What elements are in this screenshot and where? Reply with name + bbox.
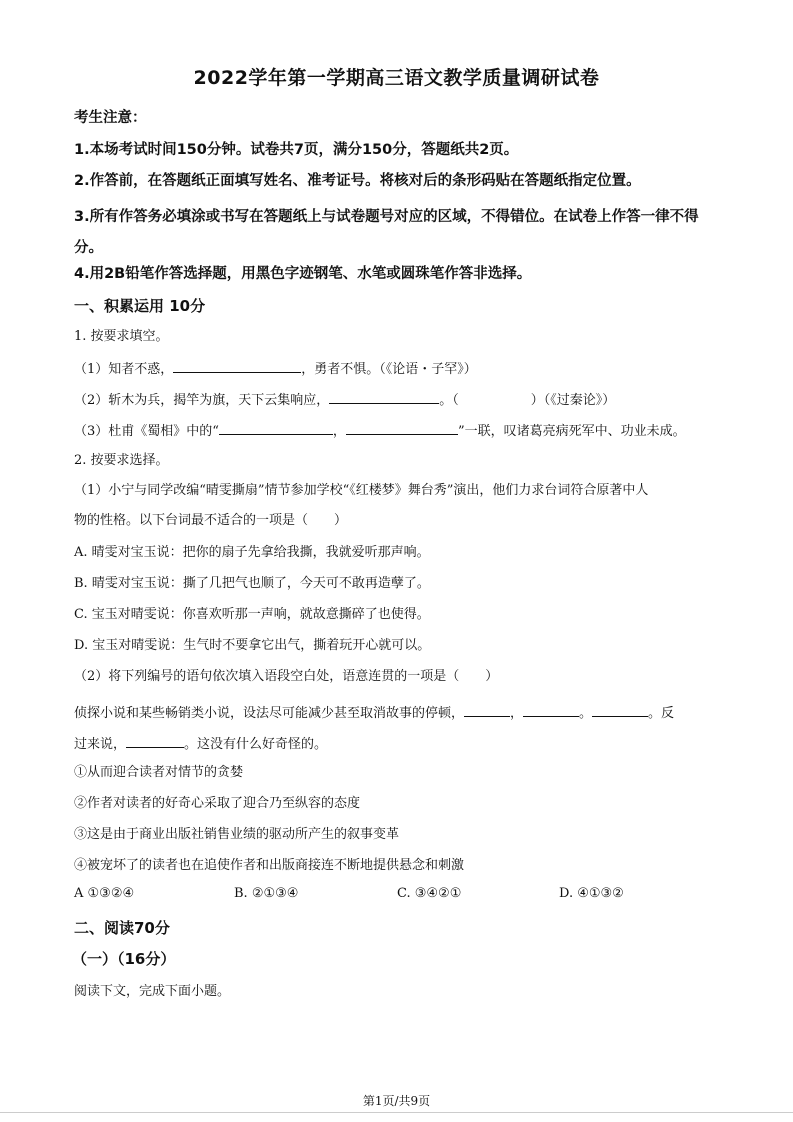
- notice-item-4: 4.用2B铅笔作答选择题，用黑色字迹钢笔、水笔或圆珠笔作答非选择。: [74, 266, 532, 282]
- q1-item-1-text-a: （1）知者不惑，: [74, 362, 174, 377]
- q2-stem: 2. 按要求选择。: [74, 453, 169, 468]
- answer-blank[interactable]: [346, 420, 458, 435]
- q1-item-2: [74, 389, 724, 410]
- answer-blank[interactable]: [219, 420, 333, 435]
- section-1-heading: 一、积累运用 10分: [74, 297, 206, 315]
- answer-option-b: B. ②①③④: [234, 886, 299, 901]
- passage-text-f: 。这没有什么好奇怪的。: [184, 737, 328, 752]
- q1-item-3-text-c: ”一联，叹诸葛亮病死军中、功业未成。: [457, 424, 686, 439]
- answer-option-a: A ①③②④: [74, 886, 135, 901]
- q1-item-3: [74, 420, 724, 441]
- passage-text-a: 侦探小说和某些畅销类小说，设法尽可能减少甚至取消故事的停顿，: [74, 706, 465, 721]
- q2-option-b: B. 晴雯对宝玉说：撕了几把气也顺了，今天可不敢再造孽了。: [74, 576, 430, 591]
- reading-instruction: 阅读下文，完成下面小题。: [74, 984, 231, 999]
- passage-text-c: 。: [579, 706, 593, 721]
- notice-item-1: 1.本场考试时间150分钟。试卷共7页，满分150分，答题纸共2页。: [74, 142, 519, 158]
- page-title: 2022学年第一学期高三语文教学质量调研试卷: [193, 67, 600, 89]
- passage-line-1: [74, 702, 724, 723]
- q2-option-d: D. 宝玉对晴雯说：生气时不要拿它出气，撕着玩开心就可以。: [74, 638, 431, 653]
- footer-divider: [0, 1112, 793, 1113]
- q1-stem: 1. 按要求填空。: [74, 329, 169, 344]
- answer-blank[interactable]: [464, 702, 510, 717]
- sentence-2: ②作者对读者的好奇心采取了迎合乃至纵容的态度: [74, 796, 361, 811]
- answer-blank[interactable]: [329, 389, 439, 404]
- q2-part1-line2: 物的性格。以下台词最不适合的一项是（ ）: [74, 513, 348, 528]
- q1-item-3-text-b: ，: [332, 424, 346, 439]
- notice-item-3: 3.所有作答务必填涂或书写在答题纸上与试卷题号对应的区域，不得错位。在试卷上作答一律不得分。: [74, 209, 699, 256]
- q1-item-2-text-b: 。（: [439, 393, 459, 408]
- sentence-3: ③这是由于商业出版社销售业绩的驱动所产生的叙事变革: [74, 827, 400, 842]
- answer-option-c: C. ③④②①: [397, 886, 462, 901]
- q1-item-2-text-a: （2）斩木为兵，揭竿为旗，天下云集响应，: [74, 393, 330, 408]
- section-2-heading: 二、阅读70分: [74, 919, 170, 937]
- answer-blank[interactable]: [592, 702, 648, 717]
- q2-part2-stem: （2）将下列编号的语句依次填入语段空白处，语意连贯的一项是（ ）: [74, 669, 499, 684]
- passage-text-e: 过来说，: [74, 737, 127, 752]
- sentence-4: ④被宠坏了的读者也在追使作者和出版商接连不断地提供悬念和刺激: [74, 858, 465, 873]
- q2-option-c: C. 宝玉对晴雯说：你喜欢听那一声响，就故意撕碎了也使得。: [74, 607, 430, 622]
- q2-option-a: A. 晴雯对宝玉说：把你的扇子先拿给我撕，我就爱听那声响。: [74, 545, 430, 560]
- answer-blank[interactable]: [126, 733, 184, 748]
- notice-item-2: 2.作答前，在答题纸正面填写姓名、准考证号。将核对后的条形码贴在答题纸指定位置。: [74, 173, 641, 189]
- q1-item-3-text-a: （3）杜甫《蜀相》中的“: [74, 424, 219, 439]
- notice-label: 考生注意：: [74, 110, 147, 126]
- answer-blank[interactable]: [523, 702, 579, 717]
- answer-blank[interactable]: [173, 358, 301, 373]
- sentence-1: ①从而迎合读者对情节的贪婪: [74, 765, 244, 780]
- q1-item-1-text-b: ，勇者不惧。（《论语・子罕》）: [301, 362, 477, 377]
- page-footer: 第1页/共9页: [362, 1094, 431, 1108]
- passage-line-2: [74, 733, 724, 754]
- answer-option-d: D. ④①③②: [559, 886, 624, 901]
- q2-part1-line1: （1）小宁与同学改编“晴雯撕扇”情节参加学校“《红楼梦》舞台秀”演出，他们力求台词符合原著中人: [74, 483, 649, 498]
- q1-item-1: [74, 358, 724, 379]
- q1-item-2-text-c: ）（《过秦论》）: [530, 393, 616, 408]
- section-2-subheading: （一）（16分）: [72, 950, 176, 968]
- passage-text-b: ，: [510, 706, 524, 721]
- passage-text-d: 。反: [648, 706, 675, 721]
